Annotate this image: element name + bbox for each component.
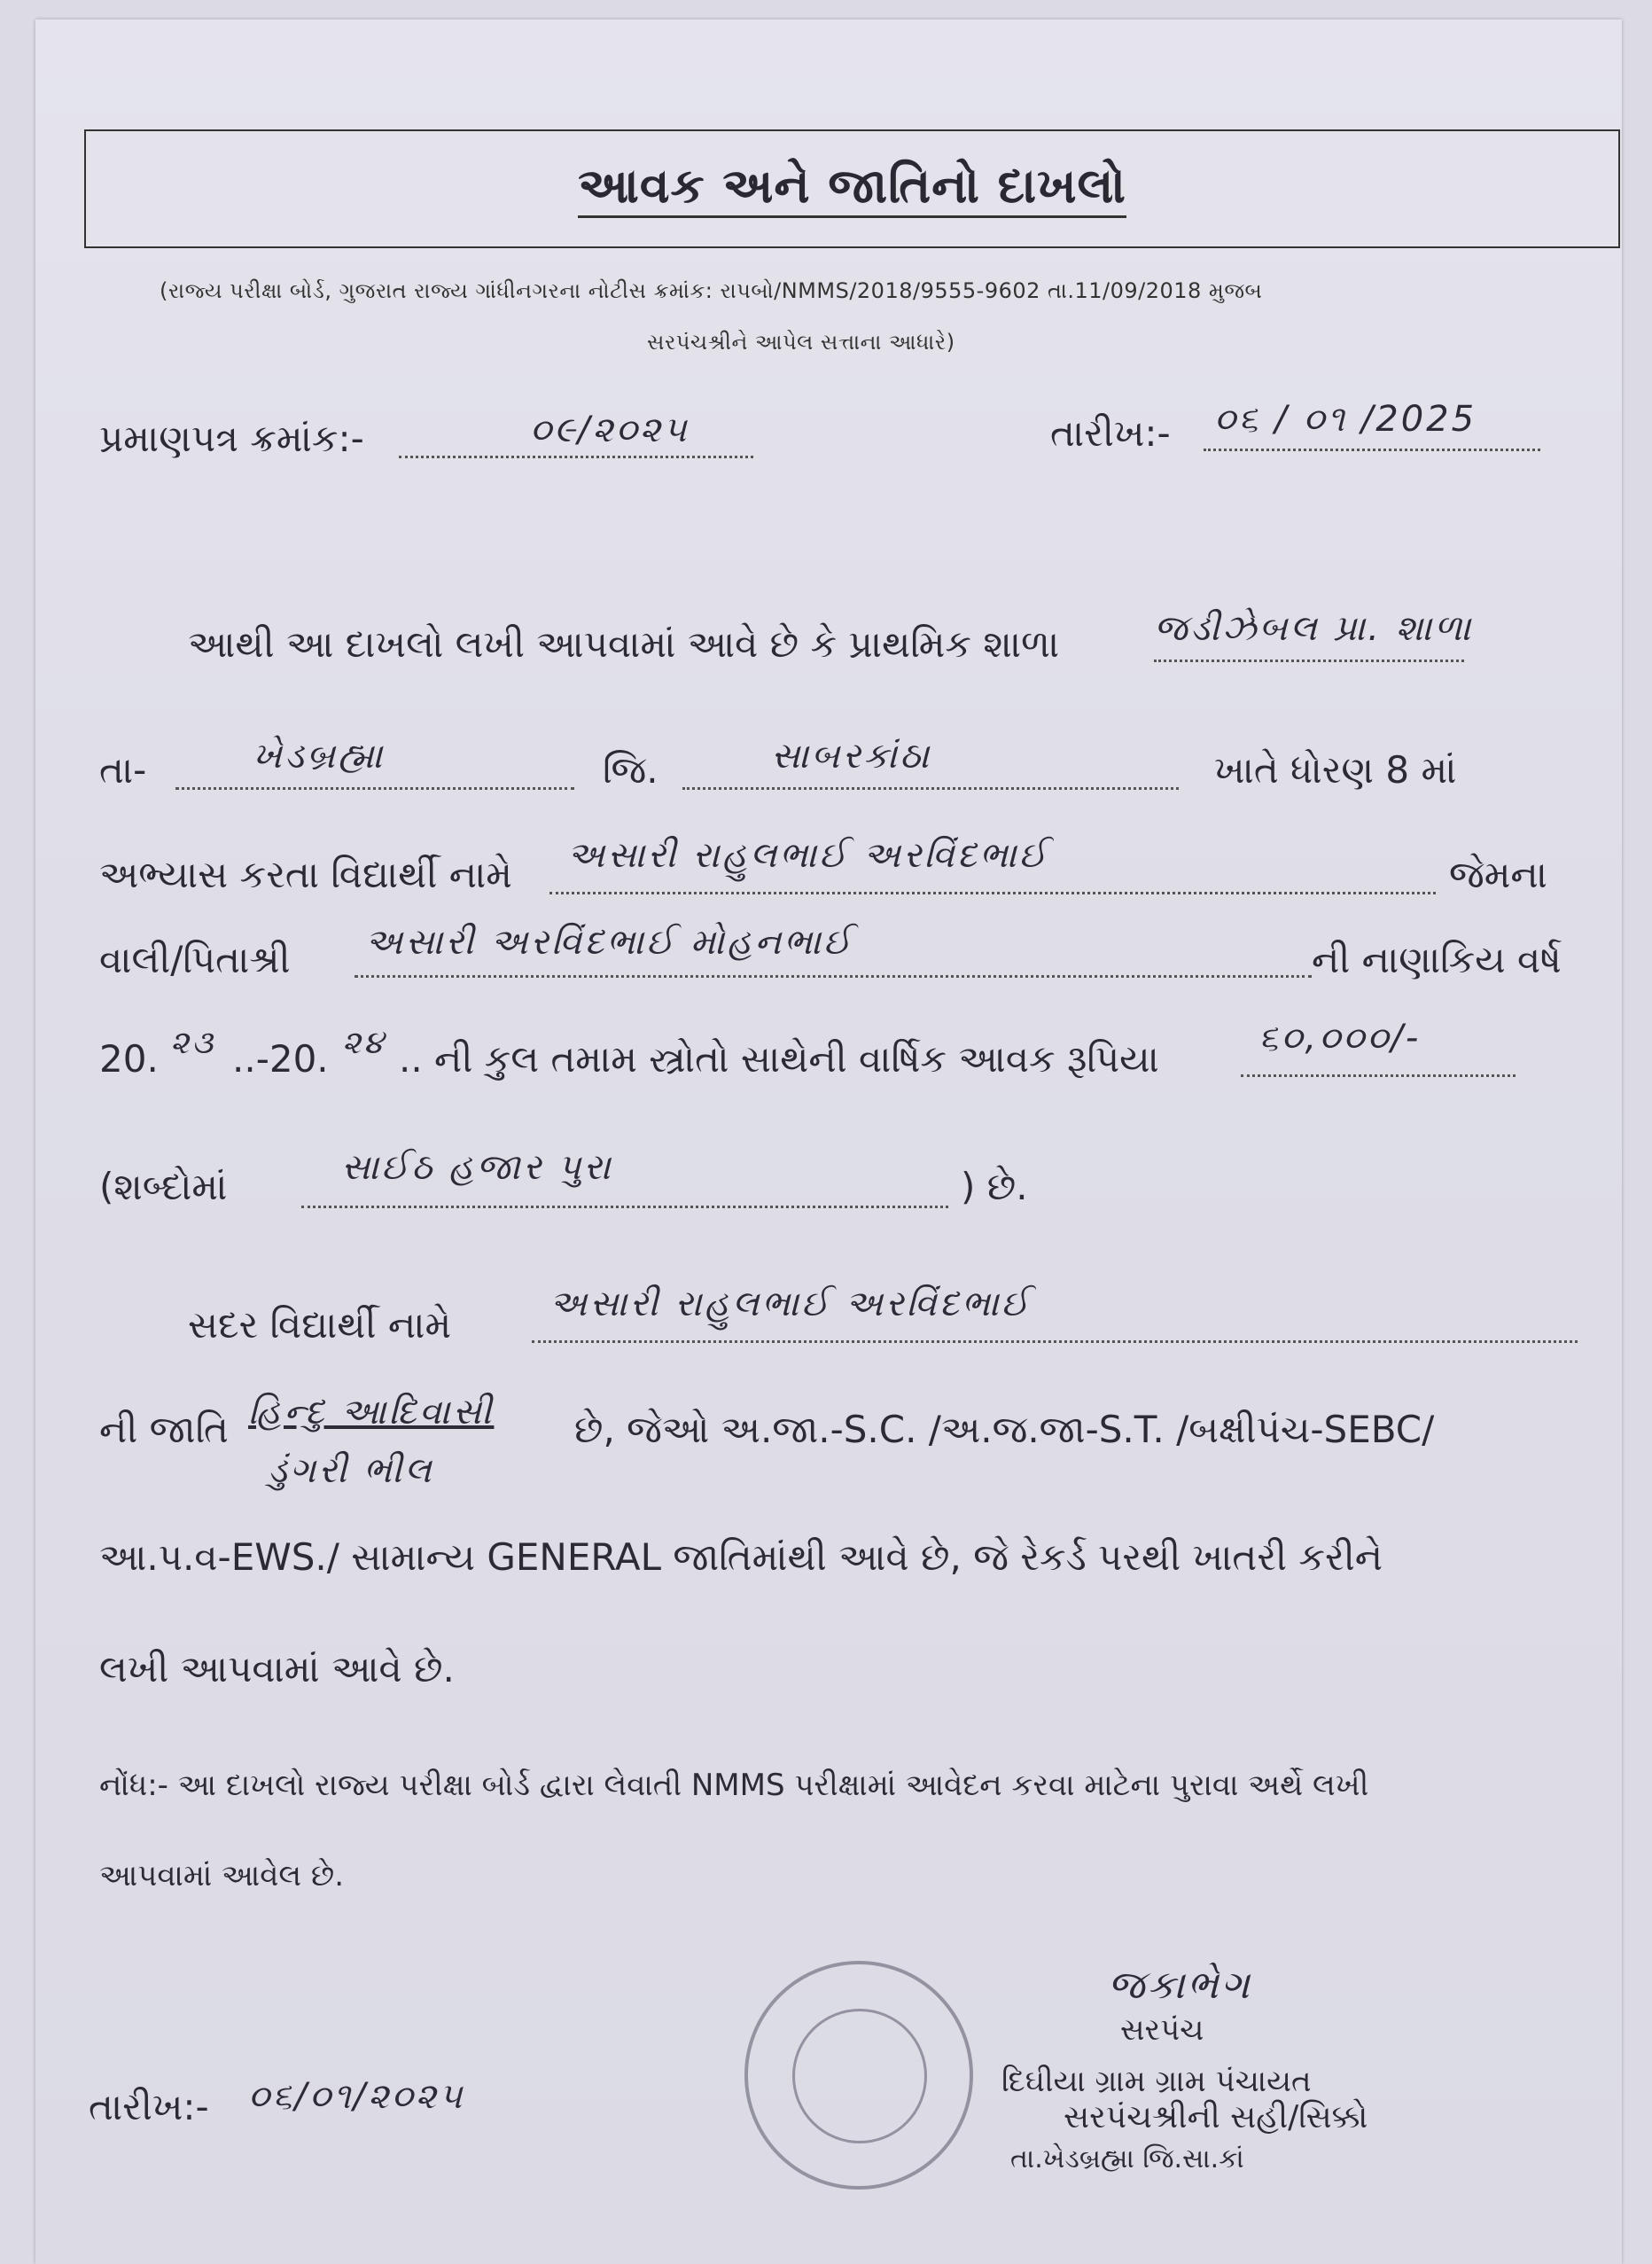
caste-label: ની જાતિ	[99, 1408, 229, 1451]
fy-end: ૨૪	[342, 1025, 386, 1061]
panchayat-name: દિઘીયા ગ્રામ ગ્રામ પંચાયત	[1001, 2064, 1312, 2099]
caste-text: છે, જેઓ અ.જા.-S.C. /અ.જ.જા-S.T. /બક્ષીપંચ-SEBC/	[574, 1408, 1435, 1451]
taluka-dots	[175, 787, 574, 790]
p2-label: સદર વિદ્યાર્થી નામે	[188, 1303, 452, 1347]
sign-caption: સરપંચશ્રીની સહી/સિક્કો	[1064, 2099, 1368, 2135]
student-dots	[549, 892, 1436, 894]
caste-line-2: આ.પ.વ-EWS./ સામાન્ય GENERAL જાતિમાંથી આવે છે, જે રેકર્ડ પરથી ખાતરી કરીને	[99, 1535, 1383, 1579]
note-line-1: નોંધ:- આ દાખલો રાજ્ય પરીક્ષા બોર્ડ દ્વારા લેવાતી NMMS પરીક્ષામાં આવેદન કરવા માટેના પુરાવા અર્થે લખી	[99, 1768, 1369, 1803]
district-value: સાબરકાંઠા	[771, 736, 932, 777]
title-box	[84, 129, 1620, 248]
caste-sub: ડુંગરી ભીલ	[268, 1450, 434, 1491]
notice-line-1: (રાજ્ય પરીક્ષા બોર્ડ, ગુજરાત રાજ્ય ગાંધીનગરના નોટીસ ક્રમાંક: રાપબો/NMMS/2018/9555-9602 તા.11/09/2018 મુજબ	[160, 278, 1263, 303]
signature: જકાભેગ	[1108, 1963, 1252, 2008]
date-label: તારીખ:-	[1050, 411, 1171, 455]
p2-dots	[532, 1340, 1578, 1343]
cert-no-dots	[399, 456, 753, 458]
notice-line-2: સરપંચશ્રીને આપેલ સત્તાના આધારે)	[647, 330, 955, 355]
date-dots	[1204, 449, 1540, 451]
father-label: વાલી/પિતાશ્રી	[99, 938, 291, 981]
student-label: અભ્યાસ કરતા વિદ્યાર્થી નામે	[99, 853, 512, 896]
footer-date-label: તારીખ:-	[89, 2085, 209, 2128]
taluka-caption: તા.ખેડબ્રહ્મા જિ.સા.કાં	[1010, 2143, 1244, 2174]
words-dots	[301, 1206, 948, 1208]
income-value: ૬૦,૦૦૦/-	[1258, 1018, 1422, 1058]
father-dots	[355, 975, 1312, 978]
fy-start: ૨૩	[170, 1025, 216, 1061]
words-value: સાઈઠ હજાર પુરા	[341, 1147, 613, 1188]
note-line-2: આપવામાં આવેલ છે.	[99, 1858, 344, 1893]
district-label: જિ.	[603, 748, 658, 792]
certificate-page	[35, 20, 1622, 2264]
school-dots	[1154, 660, 1464, 662]
p1-text: આથી આ દાખલો લખી આપવામાં આવે છે કે પ્રાથમિક શાળા	[188, 622, 1060, 666]
fy-text: ની નાણાકિય વર્ષ	[1312, 938, 1562, 981]
sarpanch-label: સરપંચ	[1120, 2012, 1204, 2048]
certificate-title	[86, 158, 1618, 215]
footer-date-value: ૦૬/૦૧/૨૦૨૫	[248, 2076, 465, 2117]
cert-no-value: ૦૯/૨૦૨૫	[530, 410, 690, 450]
p2-name: અસારી રાહુલભાઈ અરવિંદભાઈ	[549, 1284, 1032, 1324]
taluka-label: તા-	[99, 748, 147, 792]
words-label: (શબ્દોમાં	[99, 1165, 228, 1208]
student-name: અસારી રાહુલભાઈ અરવિંદભાઈ	[567, 835, 1049, 876]
district-dots	[682, 787, 1179, 790]
jemna-text: જેમના	[1449, 853, 1547, 896]
title-text: આવક અને જાતિનો દાખલો	[578, 158, 1126, 218]
caste-value: હિન્દુ આદિવાસી	[248, 1392, 495, 1433]
caste-line-3: લખી આપવામાં આવે છે.	[99, 1647, 455, 1690]
fy-prefix-2: ..-20.	[232, 1037, 329, 1081]
panchayat-seal-icon	[744, 1961, 973, 2190]
cert-no-label: પ્રમાણપત્ર ક્રમાંક:-	[99, 417, 364, 460]
words-end: ) છે.	[961, 1165, 1028, 1208]
father-name: અસારી અરવિંદભાઈ મોહનભાઈ	[365, 922, 853, 963]
income-dots	[1241, 1074, 1516, 1077]
taluka-value: ખેડબ્રહ્મા	[253, 736, 386, 777]
date-value: ૦૬ / ૦૧ /2025	[1214, 399, 1477, 440]
school-name: જડીઝેબલ પ્રા. શાળા	[1154, 608, 1474, 649]
std-text: ખાતે ધોરણ 8 માં	[1214, 748, 1457, 792]
fy-prefix-1: 20.	[99, 1037, 159, 1081]
income-text: .. ની કુલ તમામ સ્ત્રોતો સાથેની વાર્ષિક આવક રૂપિયા	[399, 1037, 1159, 1081]
